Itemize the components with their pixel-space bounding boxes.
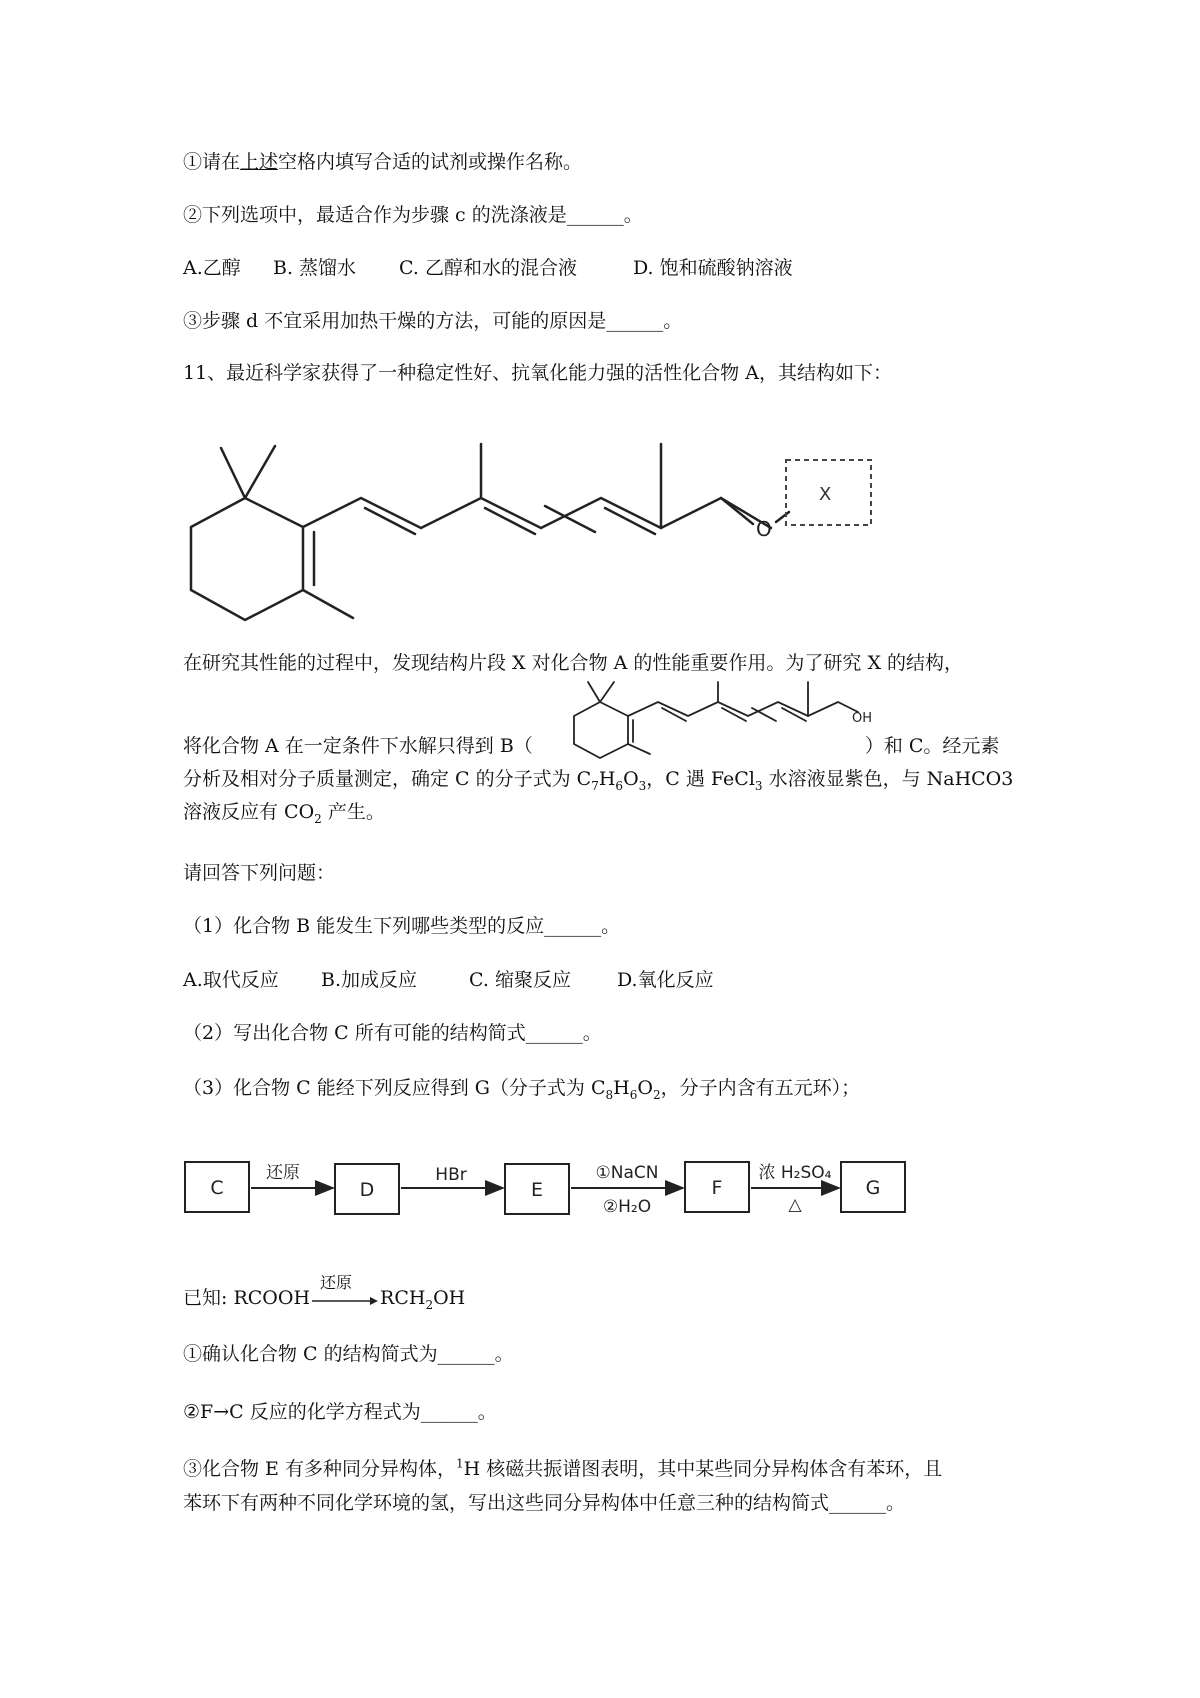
- q11-sub1-option-a: A.取代反应: [183, 969, 279, 991]
- q10-option-d: D. 饱和硫酸钠溶液: [633, 257, 793, 279]
- q11-sub3-d: ，分子内含有五元环）；: [660, 1077, 861, 1099]
- q11-a1: ①确认化合物 C 的结构简式为______。: [183, 1343, 514, 1365]
- known-product-sub: 2: [425, 1297, 434, 1312]
- known-prefix: 已知: RCOOH: [183, 1287, 311, 1309]
- known-arrow: [310, 1273, 380, 1309]
- q10-item1-prefix: ①请在: [183, 151, 241, 173]
- q11-a3-a: ③化合物 E 有多种同分异构体，: [183, 1458, 456, 1480]
- known-product-a: RCH: [380, 1287, 426, 1309]
- q10-item1-underlined: 上述: [240, 151, 279, 173]
- q11-para3-e: 水溶液显紫色，与 NaHCO3: [762, 768, 1014, 790]
- q11-para3-sub1: 7: [591, 778, 599, 793]
- scheme-arrow1-top: 还原: [266, 1163, 300, 1183]
- q11-prompt: 请回答下列问题：: [183, 862, 336, 884]
- q11-a3-sup: 1: [455, 1456, 464, 1471]
- q11-para3-a: 分析及相对分子质量测定，确定 C 的分子式为 C: [183, 768, 592, 790]
- q10-item2: ②下列选项中，最适合作为步骤 c 的洗涤液是______。: [183, 204, 643, 226]
- q11-sub3: [183, 1074, 860, 1102]
- compound-a-structure: [183, 440, 903, 610]
- compound-a-oxygen: O: [756, 517, 772, 541]
- q11-sub1-option-d: D.氧化反应: [617, 969, 714, 991]
- scheme-arrow3-top: ①NaCN: [595, 1163, 659, 1183]
- scheme-label-f: F: [711, 1177, 723, 1199]
- q10-item3: ③步骤 d 不宜采用加热干燥的方法，可能的原因是______。: [183, 310, 683, 332]
- scheme-label-d: D: [359, 1179, 375, 1201]
- q11-para4-a: 溶液反应有 CO: [183, 801, 315, 823]
- q11-sub1-option-b: B.加成反应: [321, 969, 418, 991]
- q11-para3-c: O: [623, 768, 639, 790]
- q11-para3-b: H: [598, 768, 616, 790]
- q10-item1-suffix: 空格内填写合适的试剂或操作名称。: [278, 151, 583, 173]
- q11-intro: 11、最近科学家获得了一种稳定性好、抗氧化能力强的活性化合物 A，其结构如下：: [183, 362, 892, 384]
- known-product-b: OH: [433, 1287, 466, 1309]
- q11-sub3-s1: 8: [605, 1087, 614, 1102]
- q11-sub1-option-c: C. 缩聚反应: [469, 969, 571, 991]
- scheme-arrow4-top: 浓 H₂SO₄: [758, 1163, 832, 1183]
- q11-para2-a: 将化合物 A 在一定条件下水解只得到 B（: [183, 735, 533, 757]
- q11-sub3-c: O: [637, 1077, 653, 1099]
- q11-sub1-options: [183, 966, 714, 994]
- q11-para3-sub2: 6: [615, 778, 624, 793]
- q11-a3: [183, 1455, 942, 1483]
- q11-para4-b: 产生。: [321, 801, 385, 823]
- q11-para3: [183, 765, 1013, 793]
- scheme-label-c: C: [210, 1177, 224, 1199]
- q10-options: [183, 254, 793, 282]
- q11-sub3-a: （3）化合物 C 能经下列反应得到 G（分子式为 C: [183, 1077, 606, 1099]
- q11-a3-b: H 核磁共振谱图表明，其中某些同分异构体含有苯环，且: [463, 1458, 943, 1480]
- compound-b-oh-label: OH: [852, 711, 873, 726]
- fragment-x-label: X: [819, 484, 832, 505]
- q11-sub1: （1）化合物 B 能发生下列哪些类型的反应______。: [183, 915, 621, 937]
- q10-option-c: C. 乙醇和水的混合液: [399, 257, 577, 279]
- reaction-scheme: [183, 1142, 913, 1222]
- scheme-arrow3-bottom: ②H₂O: [602, 1197, 652, 1217]
- known-arrow-shape: [310, 1289, 380, 1309]
- q11-para3-d: ，C 遇 FeCl: [646, 768, 755, 790]
- scheme-arrow2-top: HBr: [435, 1165, 467, 1185]
- q10-option-b: B. 蒸馏水: [273, 257, 357, 279]
- q11-para2: [183, 732, 999, 760]
- q11-para3-sub4: 3: [754, 778, 763, 793]
- q11-para4-sub: 2: [314, 811, 322, 826]
- q11-para3-sub3: 3: [638, 778, 647, 793]
- known-arrow-label: 还原: [320, 1273, 353, 1292]
- q11-sub3-b: H: [613, 1077, 630, 1099]
- q11-sub3-s2: 6: [629, 1087, 638, 1102]
- q11-para1: 在研究其性能的过程中，发现结构片段 X 对化合物 A 的性能重要作用。为了研究 X 的结构，: [183, 652, 964, 674]
- q10-item1: [183, 148, 582, 176]
- scheme-arrow4-bottom: △: [788, 1195, 802, 1215]
- q11-para2-b: ）和 C。经元素: [864, 735, 1000, 757]
- q11-sub3-s3: 2: [652, 1087, 661, 1102]
- known-relation: [183, 1273, 466, 1312]
- q11-a2: ②F→C 反应的化学方程式为______。: [183, 1401, 497, 1423]
- q10-option-a: A.乙醇: [183, 257, 241, 279]
- q11-para4: [183, 798, 385, 826]
- q11-a3-line2: 苯环下有两种不同化学环境的氢，写出这些同分异构体中任意三种的结构简式______。: [183, 1492, 906, 1514]
- q11-sub2: （2）写出化合物 C 所有可能的结构简式______。: [183, 1022, 602, 1044]
- scheme-label-e: E: [530, 1179, 544, 1201]
- scheme-label-g: G: [865, 1177, 881, 1199]
